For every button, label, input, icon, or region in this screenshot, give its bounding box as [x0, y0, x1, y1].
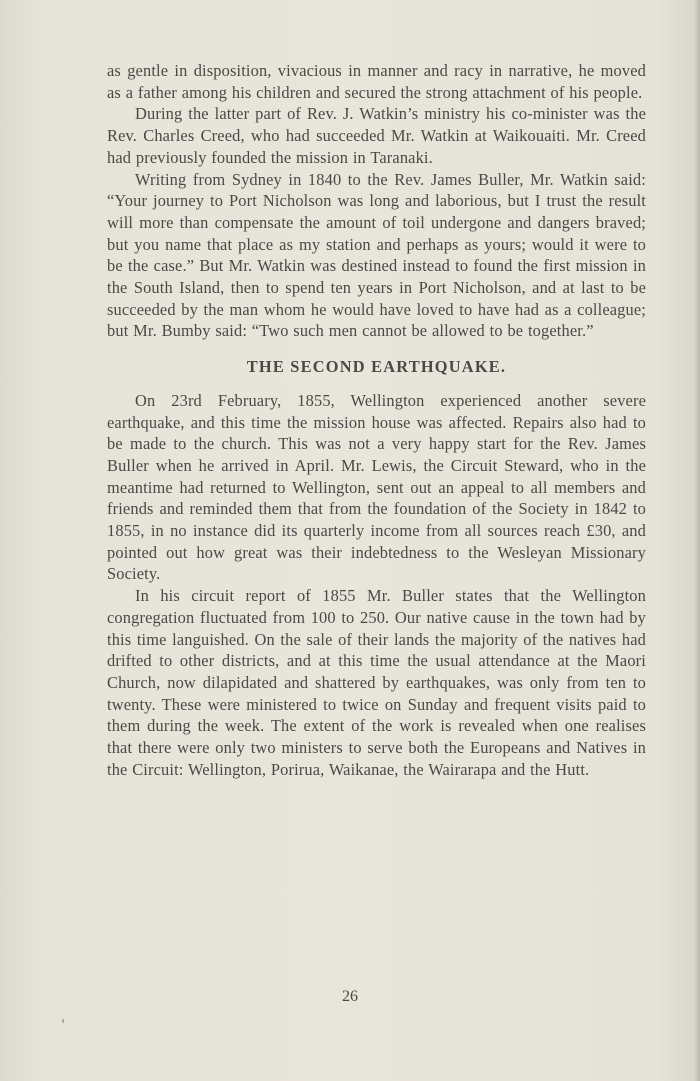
paragraph-circuit-report: In his circuit report of 1855 Mr. Buller states that the Wellington congregation fluctuated from 100 to 250. Our native cause in the town had by this time languished. On the sale of their lands the majority of the natives had drifted to other districts, and at this time the usual attendance at the Maori Church, now dilapidated and shattered by earthquakes, was only from ten to twenty. These were ministered to twice on Sunday and frequent visits paid to them during the week. The extent of the work is revealed when one realises that there were only two ministers to serve both the Europeans and Natives in the Circuit: Wellington, Porirua, Waikanae, the Wairarapa and the Hutt.	[107, 586, 646, 779]
paragraph-earthquake: On 23rd February, 1855, Wellington experienced another severe earthquake, and this time the mission house was affected. Repairs also had to be made to the church. This was not a very happy start for the Rev. James Buller when he arrived in April. Mr. Lewis, the Circuit Steward, who in the meantime had returned to Wellington, sent out an appeal to all members and friends and reminded them that from the foundation of the Society in 1842 to 1855, in no instance did its quarterly income from all sources reach £30, and pointed out how great was their indebtedness to the Wesleyan Missionary Society.	[107, 390, 646, 584]
page-text-block	[107, 60, 646, 781]
paragraph-continuation: as gentle in disposition, vivacious in manner and racy in narrative, he moved as a father among his children and secured the strong attachment of his people.	[107, 61, 646, 102]
page-number: 26	[342, 988, 358, 1005]
paragraph-creed: During the latter part of Rev. J. Watkin’s ministry his co-minister was the Rev. Charles Creed, who had succeeded Mr. Watkin at Waikouaiti. Mr. Creed had previously founded the mission in Taranaki.	[107, 104, 646, 167]
page-edge-shadow	[694, 0, 700, 1081]
paragraph-watkin-letter: Writing from Sydney in 1840 to the Rev. James Buller, Mr. Watkin said: “Your journey to Port Nicholson was long and laborious, but I trust the result will more than compensate the amount of toil undergone and dangers braved; but you name that place as my station and perhaps as yours; would it were to be the case.” But Mr. Watkin was destined instead to found the first mission in the South Island, then to spend ten years in Port Nicholson, and at last to be succeeded by the man whom he would have loved to have had as a colleague; but Mr. Bumby said: “Two such men cannot be allowed to be together.”	[107, 169, 646, 341]
paper-speck	[62, 1019, 64, 1023]
section-heading: THE SECOND EARTHQUAKE.	[246, 357, 507, 377]
